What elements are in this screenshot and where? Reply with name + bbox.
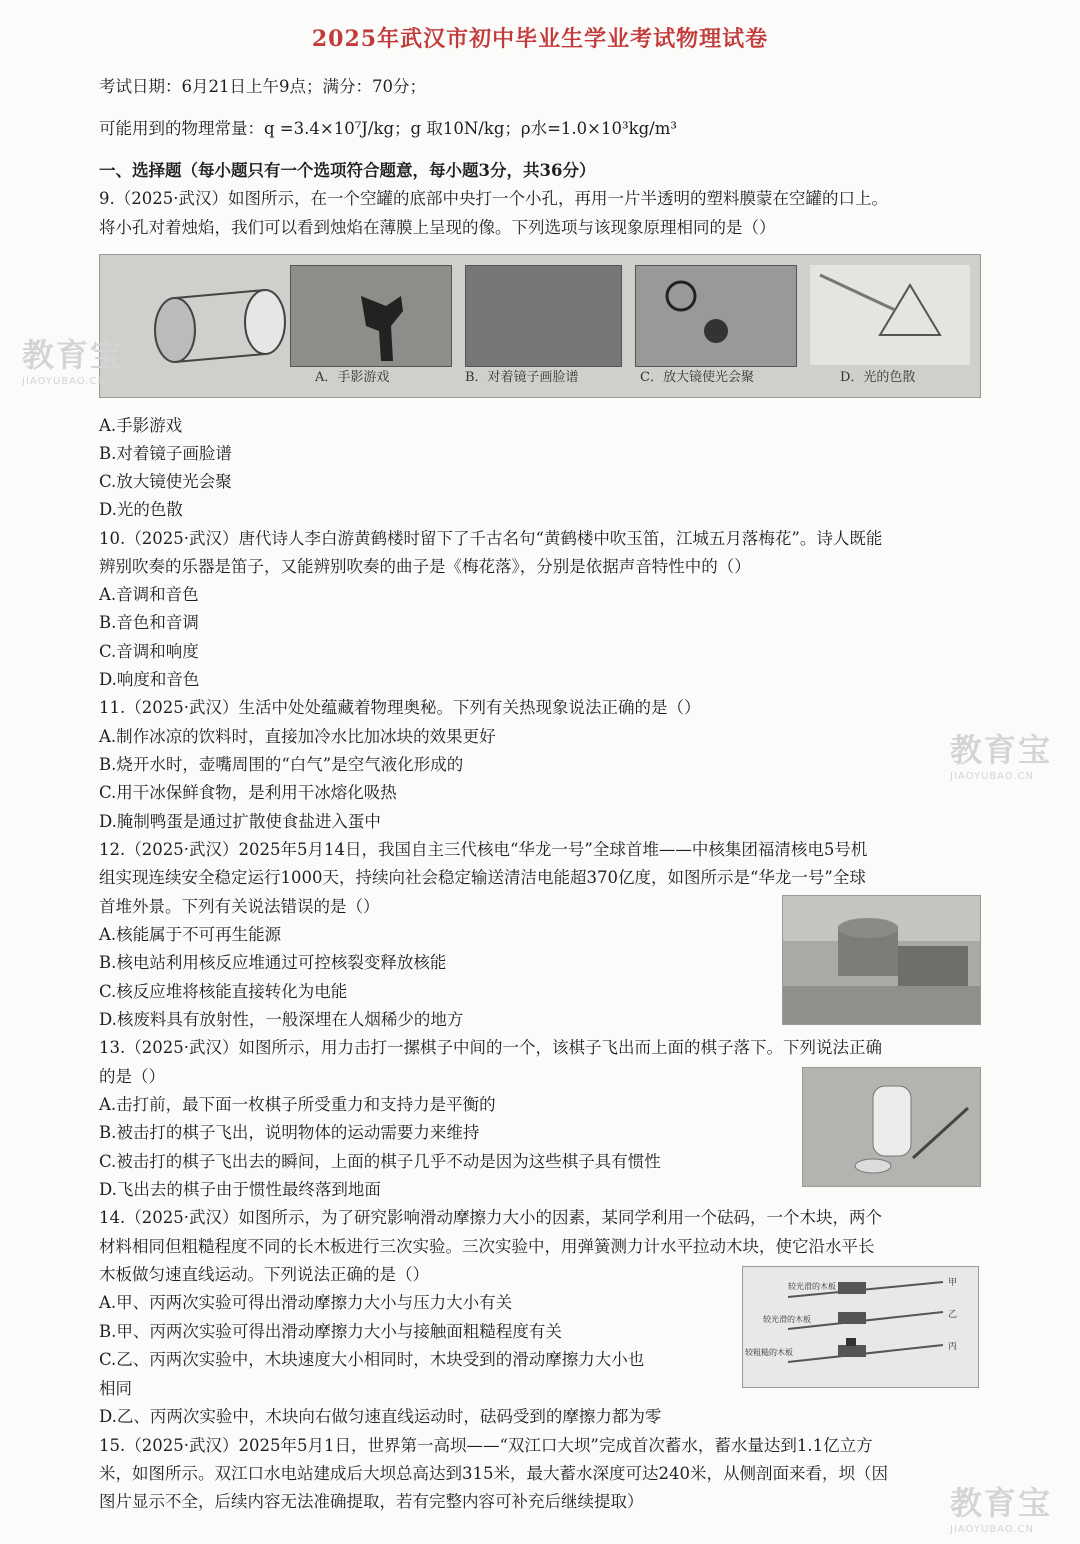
section-heading: 一、选择题（每小题只有一个选项符合题意，每小题3分，共36分） bbox=[99, 161, 596, 180]
q12-option-a: A.核能属于不可再生能源 bbox=[99, 925, 282, 944]
q14-option-a: A.甲、丙两次实验可得出滑动摩擦力大小与压力大小有关 bbox=[99, 1293, 513, 1312]
q10-option-d: D.响度和音色 bbox=[99, 670, 200, 689]
q12-stem-line1: 12.（2025·武汉）2025年5月14日，我国自主三代核电“华龙一号”全球首堆——中核集团福清核电5号机 bbox=[99, 840, 868, 859]
board-label-bing: 较粗糙的木板 bbox=[745, 1348, 793, 1357]
mirror-face-painting-photo bbox=[465, 265, 622, 367]
q12-option-c: C.核反应堆将核能直接转化为电能 bbox=[99, 982, 348, 1001]
q9-figure bbox=[99, 254, 981, 398]
chess-pieces-illustration bbox=[803, 1068, 980, 1186]
q9-caption-c: C．放大镜使光会聚 bbox=[640, 370, 754, 385]
prism-dispersion-photo bbox=[810, 265, 970, 365]
magnifier-icon bbox=[636, 266, 796, 366]
watermark-right bbox=[950, 725, 1052, 782]
q9-caption-a: A．手影游戏 bbox=[315, 370, 390, 385]
hand-shadow-silhouette bbox=[291, 266, 451, 366]
q10-stem-line1: 10.（2025·武汉）唐代诗人李白游黄鹤楼时留下了千古名句“黄鹤楼中吹玉笛，江城五月落梅花”。诗人既能 bbox=[99, 529, 883, 548]
q13-option-b: B.被击打的棋子飞出，说明物体的运动需要力来维持 bbox=[99, 1123, 480, 1142]
q15-stem-line1: 15.（2025·武汉）2025年5月1日，世界第一高坝——“双江口大坝”完成首次蓄水，蓄水量达到1.1亿立方 bbox=[99, 1436, 873, 1455]
q9-stem-line1: 9.（2025·武汉）如图所示，在一个空罐的底部中央打一个小孔，再用一片半透明的塑料膜蒙在空罐的口上。 bbox=[99, 189, 888, 208]
tin-can-illustration bbox=[145, 280, 295, 370]
friction-experiment-figure bbox=[742, 1266, 979, 1388]
q12-option-d: D.核废料具有放射性，一般深埋在人烟稀少的地方 bbox=[99, 1010, 464, 1029]
q9-stem-line2: 将小孔对着烛焰，我们可以看到烛焰在薄膜上呈现的像。下列选项与该现象原理相同的是（） bbox=[99, 218, 776, 237]
q11-option-c: C.用干冰保鲜食物，是利用干冰熔化吸热 bbox=[99, 783, 397, 802]
q9-option-b: B.对着镜子画脸谱 bbox=[99, 444, 232, 463]
watermark-bottom bbox=[950, 1478, 1052, 1535]
exam-title: 2025年武汉市初中毕业生学业考试物理试卷 bbox=[311, 26, 769, 52]
q13-stem-line2: 的是（） bbox=[99, 1067, 165, 1086]
q9-option-a: A.手影游戏 bbox=[99, 416, 183, 435]
q13-option-c: C.被击打的棋子飞出去的瞬间，上面的棋子几乎不动是因为这些棋子具有惯性 bbox=[99, 1152, 661, 1171]
q11-option-b: B.烧开水时，壶嘴周围的“白气”是空气液化形成的 bbox=[99, 755, 464, 774]
q11-option-d: D.腌制鸭蛋是通过扩散使食盐进入蛋中 bbox=[99, 812, 381, 831]
chess-stack-photo bbox=[802, 1067, 981, 1187]
q9-option-c: C.放大镜使光会聚 bbox=[99, 472, 232, 491]
q14-stem-line1: 14.（2025·武汉）如图所示，为了研究影响滑动摩擦力大小的因素，某同学利用一个砝码，一个木块，两个 bbox=[99, 1208, 882, 1227]
q10-option-b: B.音色和音调 bbox=[99, 613, 199, 632]
q9-option-d: D.光的色散 bbox=[99, 500, 183, 519]
label-jia: 甲 bbox=[948, 1278, 958, 1288]
q9-caption-d: D．光的色散 bbox=[840, 370, 916, 385]
q15-stem-line3: 图片显示不全，后续内容无法准确提取，若有完整内容可补充后继续提取） bbox=[99, 1492, 644, 1511]
magnifier-photo bbox=[635, 265, 797, 367]
board-label-yi: 较光滑的木板 bbox=[763, 1315, 811, 1324]
q9-caption-b: B．对着镜子画脸谱 bbox=[465, 370, 579, 385]
prism-icon bbox=[810, 265, 970, 365]
exam-info: 考试日期：6月21日上午9点；满分：70分； bbox=[99, 77, 426, 96]
q12-option-b: B.核电站利用核反应堆通过可控核裂变释放核能 bbox=[99, 953, 447, 972]
q14-option-c-cont: 相同 bbox=[99, 1379, 132, 1398]
q14-option-c: C.乙、丙两次实验中，木块速度大小相同时，木块受到的滑动摩擦力大小也 bbox=[99, 1350, 645, 1369]
q10-option-a: A.音调和音色 bbox=[99, 585, 199, 604]
q10-stem-line2: 辨别吹奏的乐器是笛子，又能辨别吹奏的曲子是《梅花落》，分别是依据声音特性中的（） bbox=[99, 557, 751, 576]
watermark-text: 教育宝 bbox=[22, 336, 125, 374]
board-label-jia: 较光滑的木板 bbox=[788, 1282, 836, 1291]
watermark-domain: JIAOYUBAO.CN bbox=[950, 771, 1034, 782]
watermark-text: 教育宝 bbox=[950, 1484, 1053, 1522]
q13-option-d: D.飞出去的棋子由于惯性最终落到地面 bbox=[99, 1180, 381, 1199]
watermark-domain: JIAOYUBAO.CN bbox=[950, 1524, 1034, 1535]
watermark-text: 教育宝 bbox=[950, 731, 1053, 769]
physical-constants: 可能用到的物理常量：q =3.4×10⁷J/kg；g 取10N/kg；ρ水=1.0×10³kg/m³ bbox=[99, 119, 677, 138]
label-bing: 丙 bbox=[948, 1342, 958, 1352]
watermark-domain: JIAOYUBAO.CN bbox=[22, 376, 106, 387]
hand-shadow-photo bbox=[290, 265, 452, 367]
q12-stem-line2: 组实现连续安全稳定运行1000天，持续向社会稳定输送清洁电能超370亿度，如图所示是“华龙一号”全球 bbox=[99, 868, 866, 887]
nuclear-plant-illustration bbox=[783, 896, 980, 1024]
watermark-left bbox=[22, 330, 124, 387]
q11-stem: 11.（2025·武汉）生活中处处蕴藏着物理奥秘。下列有关热现象说法正确的是（） bbox=[99, 698, 701, 717]
q10-option-c: C.音调和响度 bbox=[99, 642, 199, 661]
friction-setup-illustration bbox=[743, 1267, 978, 1387]
label-yi: 乙 bbox=[948, 1310, 958, 1320]
q14-option-d: D.乙、丙两次实验中，木块向右做匀速直线运动时，砝码受到的摩擦力都为零 bbox=[99, 1407, 662, 1426]
q14-stem-line3: 木板做匀速直线运动。下列说法正确的是（） bbox=[99, 1265, 429, 1284]
q13-option-a: A.击打前，最下面一枚棋子所受重力和支持力是平衡的 bbox=[99, 1095, 496, 1114]
q11-option-a: A.制作冰凉的饮料时，直接加冷水比加冰块的效果更好 bbox=[99, 727, 496, 746]
q14-stem-line2: 材料相同但粗糙程度不同的长木板进行三次实验。三次实验中，用弹簧测力计水平拉动木块，使它沿水平长 bbox=[99, 1237, 875, 1256]
q14-option-b: B.甲、丙两次实验可得出滑动摩擦力大小与接触面粗糙程度有关 bbox=[99, 1322, 562, 1341]
q12-stem-line3: 首堆外景。下列有关说法错误的是（） bbox=[99, 897, 380, 916]
q15-stem-line2: 米，如图所示。双江口水电站建成后大坝总高达到315米，最大蓄水深度可达240米，从侧剖面来看，坝（因 bbox=[99, 1464, 888, 1483]
q13-stem-line1: 13.（2025·武汉）如图所示，用力击打一摞棋子中间的一个，该棋子飞出而上面的棋子落下。下列说法正确 bbox=[99, 1038, 882, 1057]
nuclear-plant-photo bbox=[782, 895, 981, 1025]
